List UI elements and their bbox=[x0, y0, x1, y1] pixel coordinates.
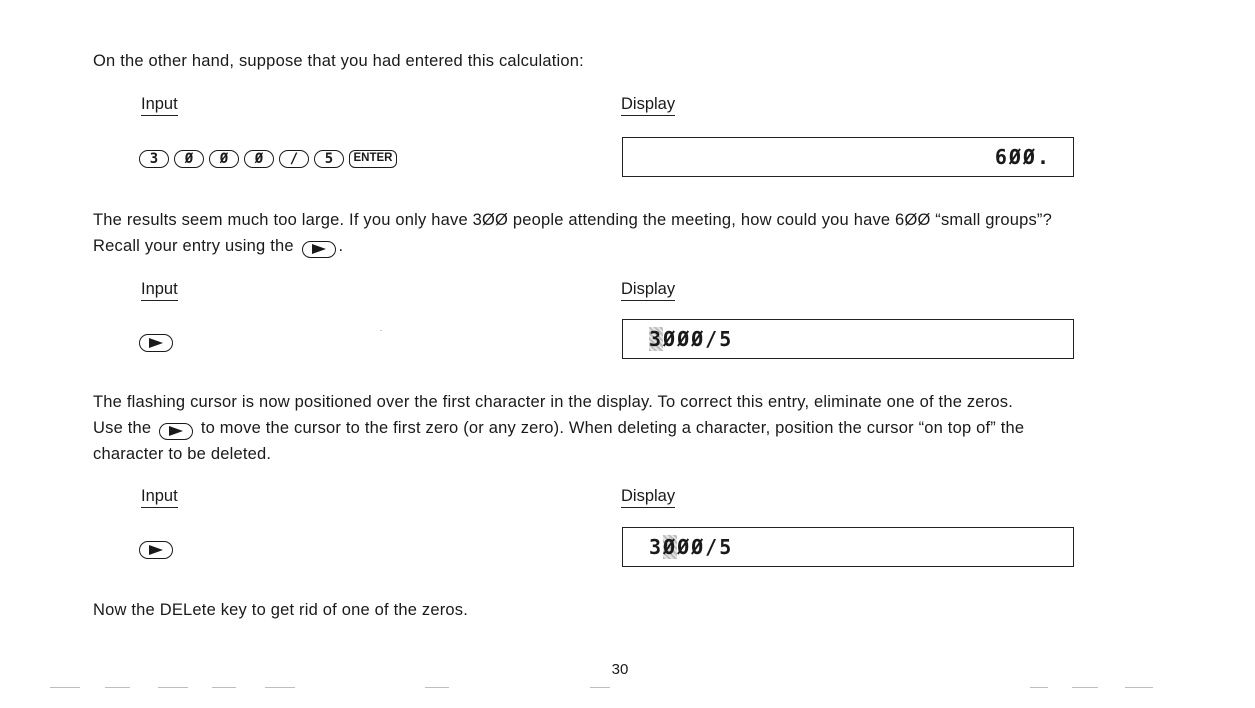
cursor-line-1: The flashing cursor is now positioned over the first character in the display. To correct this entry, eliminate one of the zeros. bbox=[93, 393, 1013, 411]
input-header-label: Input bbox=[141, 280, 178, 301]
key-zero: Ø bbox=[244, 150, 274, 168]
cursor-line-2-end: to move the cursor to the first zero (or any zero). When deleting a character, position the cursor “on top of” the bbox=[200, 419, 1025, 437]
display-text-before: 3 bbox=[649, 535, 664, 559]
results-line-2-text: Recall your entry using the bbox=[93, 237, 294, 255]
scan-artifact bbox=[1030, 687, 1048, 688]
display-text: ØØØ/5 bbox=[663, 327, 734, 351]
cursor-line-2-start: Use the bbox=[93, 419, 152, 437]
key-divide: / bbox=[279, 150, 309, 168]
results-line-1: The results seem much too large. If you only have 3ØØ people attending the meeting, how could you have 6ØØ “small groups”? bbox=[93, 211, 1052, 229]
scan-artifact bbox=[212, 687, 236, 688]
key-sequence bbox=[139, 150, 397, 168]
key-3: 3 bbox=[139, 150, 169, 168]
key-zero: Ø bbox=[209, 150, 239, 168]
scan-artifact bbox=[50, 687, 80, 688]
calculator-display bbox=[622, 137, 1074, 177]
display-cursor-char: 3 bbox=[649, 327, 664, 351]
calculator-display bbox=[622, 319, 1074, 359]
right-arrow-key-icon bbox=[139, 541, 173, 559]
right-arrow-key-icon bbox=[139, 334, 173, 352]
input-header bbox=[141, 487, 178, 508]
delete-paragraph: Now the DELete key to get rid of one of the zeros. bbox=[93, 601, 469, 619]
input-header bbox=[141, 95, 178, 116]
key-sequence bbox=[139, 334, 173, 352]
cursor-line-3: character to be deleted. bbox=[93, 445, 272, 463]
display-header-label: Display bbox=[621, 487, 675, 508]
scan-artifact bbox=[1125, 687, 1153, 688]
scan-artifact bbox=[1072, 687, 1098, 688]
page-number: 30 bbox=[611, 661, 629, 678]
right-arrow-key-icon bbox=[302, 241, 336, 258]
scan-artifact bbox=[105, 687, 130, 688]
input-header-label: Input bbox=[141, 95, 178, 116]
scan-artifact bbox=[590, 687, 610, 688]
cursor-line-2 bbox=[93, 415, 1153, 441]
key-enter: ENTER bbox=[349, 150, 397, 168]
input-header bbox=[141, 280, 178, 301]
calculator-display bbox=[622, 527, 1074, 567]
key-sequence bbox=[139, 541, 173, 559]
intro-paragraph: On the other hand, suppose that you had entered this calculation: bbox=[93, 52, 584, 70]
scan-artifact bbox=[265, 687, 295, 688]
input-header-label: Input bbox=[141, 487, 178, 508]
scan-artifact bbox=[158, 687, 188, 688]
display-header bbox=[621, 280, 675, 301]
results-paragraph bbox=[93, 207, 1153, 259]
display-text-after: ØØ/5 bbox=[677, 535, 734, 559]
display-header-label: Display bbox=[621, 280, 675, 301]
display-header bbox=[621, 487, 675, 508]
results-line-2 bbox=[93, 233, 1153, 259]
display-value: 6ØØ. bbox=[994, 145, 1051, 169]
scan-artifact bbox=[425, 687, 449, 688]
display-header bbox=[621, 95, 675, 116]
display-cursor-char: Ø bbox=[663, 535, 678, 559]
cursor-paragraph bbox=[93, 389, 1153, 467]
key-5: 5 bbox=[314, 150, 344, 168]
scan-artifact bbox=[380, 330, 382, 331]
right-arrow-key-icon bbox=[159, 423, 193, 440]
key-zero: Ø bbox=[174, 150, 204, 168]
display-header-label: Display bbox=[621, 95, 675, 116]
results-line-2-end: . bbox=[338, 237, 344, 255]
